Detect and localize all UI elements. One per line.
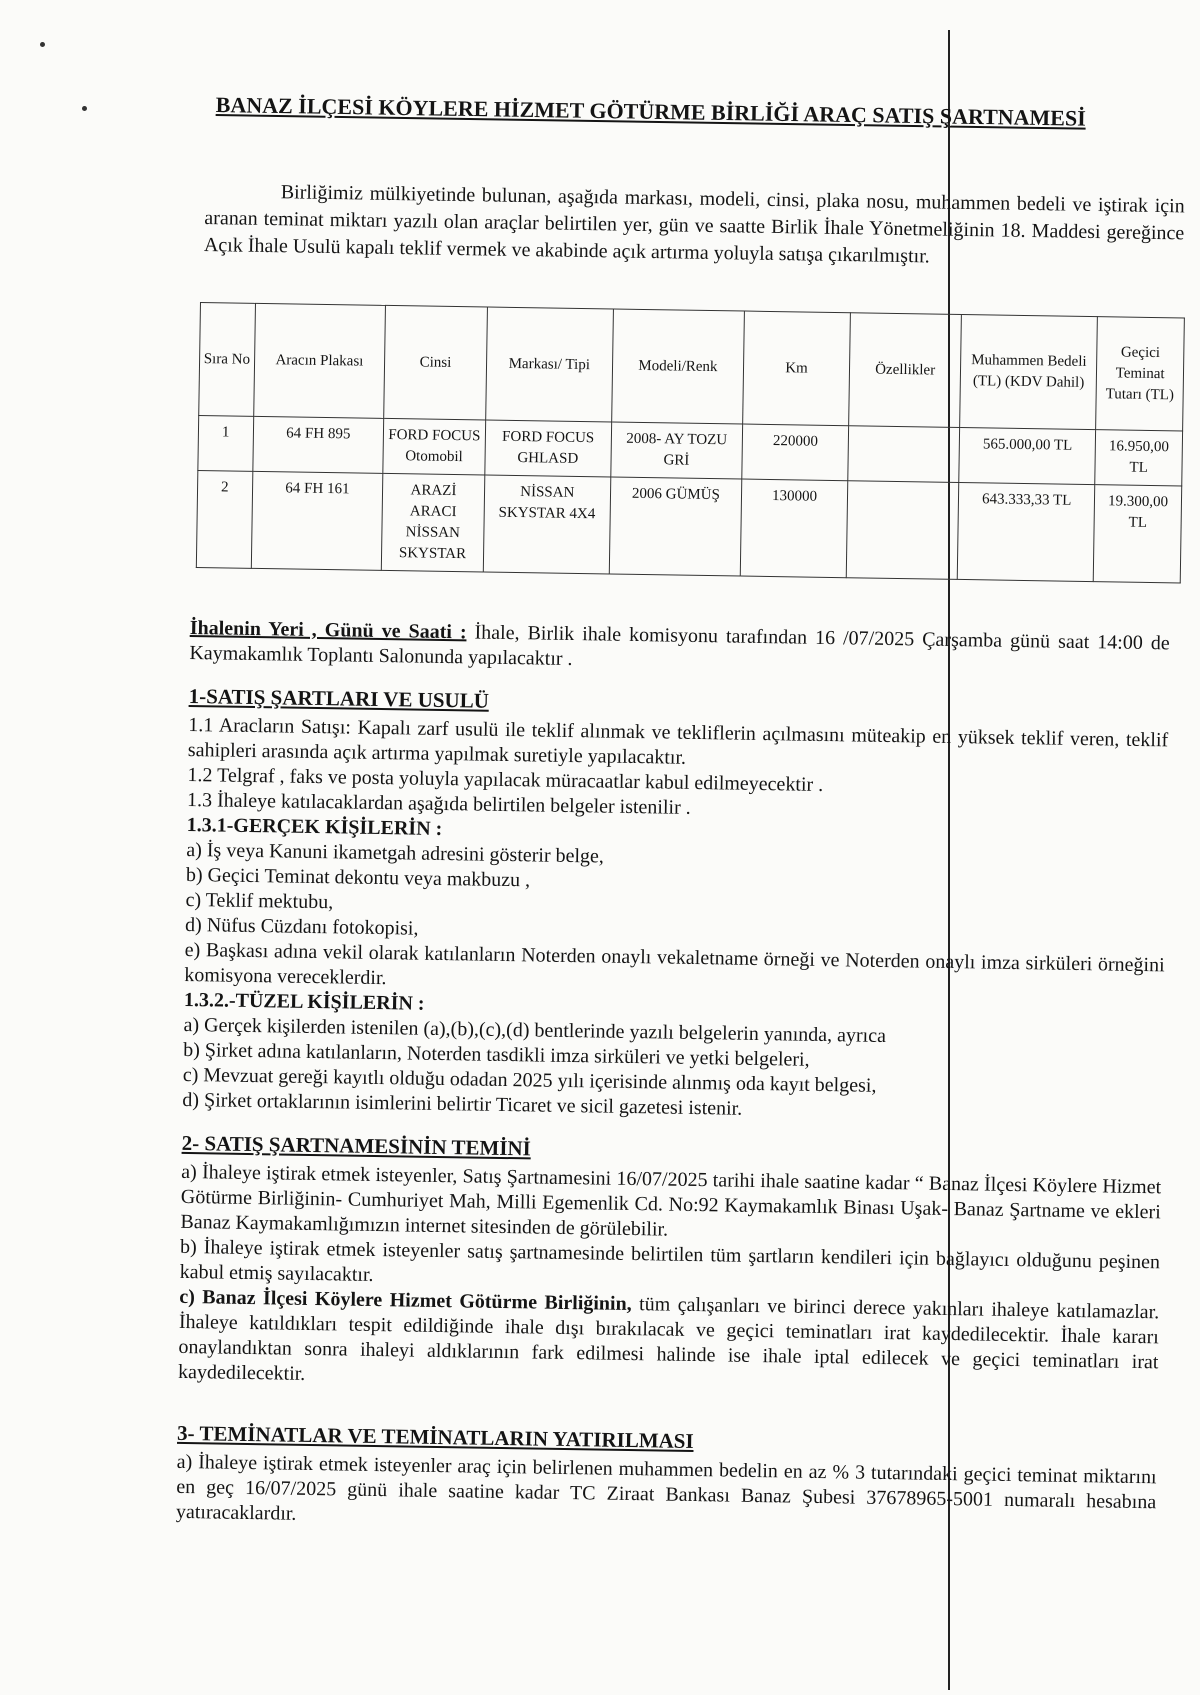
clause-1-2: 1.2 Telgraf , faks ve posta yoluyla yapılacak müracaatlar kabul edilmeyecektir . — [187, 763, 824, 796]
col-marka: Markası/ Tipi — [485, 307, 613, 422]
vehicle-table — [196, 302, 1185, 583]
col-ozellik: Özellikler — [849, 313, 962, 428]
col-model: Modeli/Renk — [611, 309, 744, 424]
list-item: d) Nüfus Cüzdanı fotokopisi, — [184, 913, 419, 940]
cell-teminat: 19.300,00 TL — [1093, 485, 1181, 583]
cell-km: 130000 — [740, 479, 848, 578]
scan-speck — [40, 42, 45, 47]
list-item: c) Mevzuat gereği kayıtlı olduğu odadan 2025 yılı içerisinde alınmış oda kayıt belgesi, — [182, 1063, 877, 1097]
clause-1-3-1-heading: 1.3.1-GERÇEK KİŞİLERİN : — [186, 813, 443, 840]
clause-2-b: b) İhaleye iştirak etmek isteyenler satış şartnamesinde belirtilen tüm şartların kendileri için bağlayıcı olduğunu peşinen kabul etmiş sayılacaktır. — [179, 1235, 1161, 1286]
cell-sira: 1 — [198, 415, 253, 471]
cell-marka: FORD FOCUS GHLASD — [485, 420, 612, 477]
cell-cinsi: FORD FOCUS Otomobil — [383, 418, 485, 475]
cell-model: 2008- AY TOZU GRİ — [611, 422, 743, 479]
intro-paragraph: Birliğimiz mülkiyetinde bulunan, aşağıda markası, modeli, cinsi, plaka nosu, muhammen bedeli ve iştirak için aranan teminat miktarı yazılı olan araçlar belirtilen yer, gün ve saatte Birlik İhale Yönetmeliğinin 18. Maddesi gereğince Açık İhale Usulü kapalı teklif vermek ve akabinde açık artırma yoluyla satışa çıkarılmıştır. — [203, 181, 1185, 268]
cell-bedel: 643.333,33 TL — [957, 482, 1095, 581]
col-bedel: Muhammen Bedeli (TL) (KDV Dahil) — [960, 314, 1098, 429]
list-item: c) Teklif mektubu, — [185, 888, 334, 914]
list-item: b) Şirket adına katılanların, Noterden tasdikli imza sirküleri ve yetki belgeleri, — [183, 1038, 810, 1071]
cell-cinsi: ARAZİ ARACI NİSSAN SKYSTAR — [381, 473, 484, 572]
clause-2-a: a) İhaleye iştirak etmek isteyenler, Satış Şartnamesini 16/07/2025 tarihi ihale saatine kadar “ Banaz İlçesi Köylere Hizmet Götürme Birliğinin- Cumhuriyet Mah, Milli Egemenlik Cd. No:92 Kaymakamlık Binası Uşak- Banaz Şartname ve ekleri Banaz Kaymakamlığımızın internet sitesinden de görülebilir. — [180, 1160, 1162, 1241]
clause-3-a: a) İhaleye iştirak etmek isteyenler araç için belirlenen muhammen bedelin en az % 3 tutarındaki geçici teminat miktarını en geç 16/07/2025 günü ihale saatine kadar TC Ziraat Bankası Banaz Şubesi 37678965-5001 numaralı hesabına yatıracaklardır. — [175, 1450, 1157, 1525]
list-item: b) Geçici Teminat dekontu veya makbuzu , — [185, 863, 531, 892]
document-body — [176, 616, 1170, 1540]
col-teminat: Geçici Teminat Tutarı (TL) — [1096, 317, 1184, 431]
cell-plaka: 64 FH 895 — [252, 416, 383, 473]
cell-teminat: 16.950,00 TL — [1095, 430, 1183, 486]
section-1-heading: 1-SATIŞ ŞARTLARI VE USULÜ — [188, 683, 490, 713]
ihale-paragraph — [189, 616, 1170, 681]
scan-speck — [82, 106, 87, 111]
clause-1-3-2-heading: 1.3.2.-TÜZEL KİŞİLERİN : — [183, 988, 425, 1015]
table-row — [196, 470, 1181, 582]
cell-sira: 2 — [196, 470, 252, 568]
clause-2-c-text: tüm çalışanları ve birinci derece yakınları ihaleye katılamazlar. İhaleye katıldıkları tespit edildiğinde ihale dışı bırakılacak ve geçici teminatları irat kaydedilecektir. İhale kararı onaylandıktan sonra ihaleyi aldıklarının fark edilmesi halinde ise ihale iptal edilecek ve geçici teminatları irat kaydedilecektir. — [177, 1293, 1160, 1385]
cell-bedel: 565.000,00 TL — [959, 427, 1096, 484]
cell-ozellik — [846, 481, 959, 580]
col-plaka: Aracın Plakası — [253, 303, 385, 418]
list-item: a) İş veya Kanuni ikametgah adresini gösterir belge, — [186, 838, 605, 868]
clause-2-c — [178, 1285, 1159, 1400]
col-km: Km — [743, 311, 851, 426]
cell-ozellik — [848, 426, 960, 483]
ihale-label: İhalenin Yeri , Günü ve Saati : — [189, 616, 467, 644]
section-2-heading: 2- SATIŞ ŞARTNAMESİNİN TEMİNİ — [181, 1130, 532, 1161]
table-header-row — [199, 303, 1185, 431]
cell-marka: NİSSAN SKYSTAR 4X4 — [483, 475, 611, 574]
ihale-text: İhale, Birlik ihale komisyonu tarafından 16 /07/2025 Çarşamba günü saat 14:00 de Kaymakamlık Toplantı Salonunda yapılacaktır . — [189, 621, 1170, 671]
list-item: a) Gerçek kişilerden istenilen (a),(b),(c),(d) bentlerinde yazılı belgelerin yanında, ayrıca — [183, 1013, 887, 1047]
list-item: d) Şirket ortaklarının isimlerini belirtir Ticaret ve sicil gazetesi istenir. — [182, 1088, 743, 1120]
section-3-heading: 3- TEMİNATLAR VE TEMİNATLARIN YATIRILMASI — [176, 1420, 694, 1454]
cell-model: 2006 GÜMÜŞ — [609, 477, 742, 576]
clause-1-3: 1.3 İhaleye katılacaklardan aşağıda belirtilen belgeler istenilir . — [186, 788, 691, 819]
col-sira: Sıra No — [199, 303, 255, 417]
clause-2-c-lead: c) Banaz İlçesi Köylere Hizmet Götürme Birliğinin, — [179, 1285, 632, 1316]
cell-km: 220000 — [742, 424, 849, 481]
list-item: e) Başkası adına vekil olarak katılanların Noterden onaylı vekaletname örneği ve Noterden onaylı imza sirküleri örneğini komisyona vereceklerdir. — [184, 938, 1165, 990]
clause-1-1: 1.1 Aracların Satışı: Kapalı zarf usulü ile teklif alınmak ve tekliflerin açılmasını müteakip en yüksek teklif veren, teklif sahipleri arasında açık artırma yapılmak suretiyle yapılacaktır. — [187, 713, 1169, 769]
cell-plaka: 64 FH 161 — [251, 471, 383, 570]
col-cinsi: Cinsi — [384, 305, 487, 420]
document-title: BANAZ İLÇESİ KÖYLERE HİZMET GÖTÜRME BİRLİĞİ ARAÇ SATIŞ ŞARTNAMESİ — [215, 92, 1086, 131]
